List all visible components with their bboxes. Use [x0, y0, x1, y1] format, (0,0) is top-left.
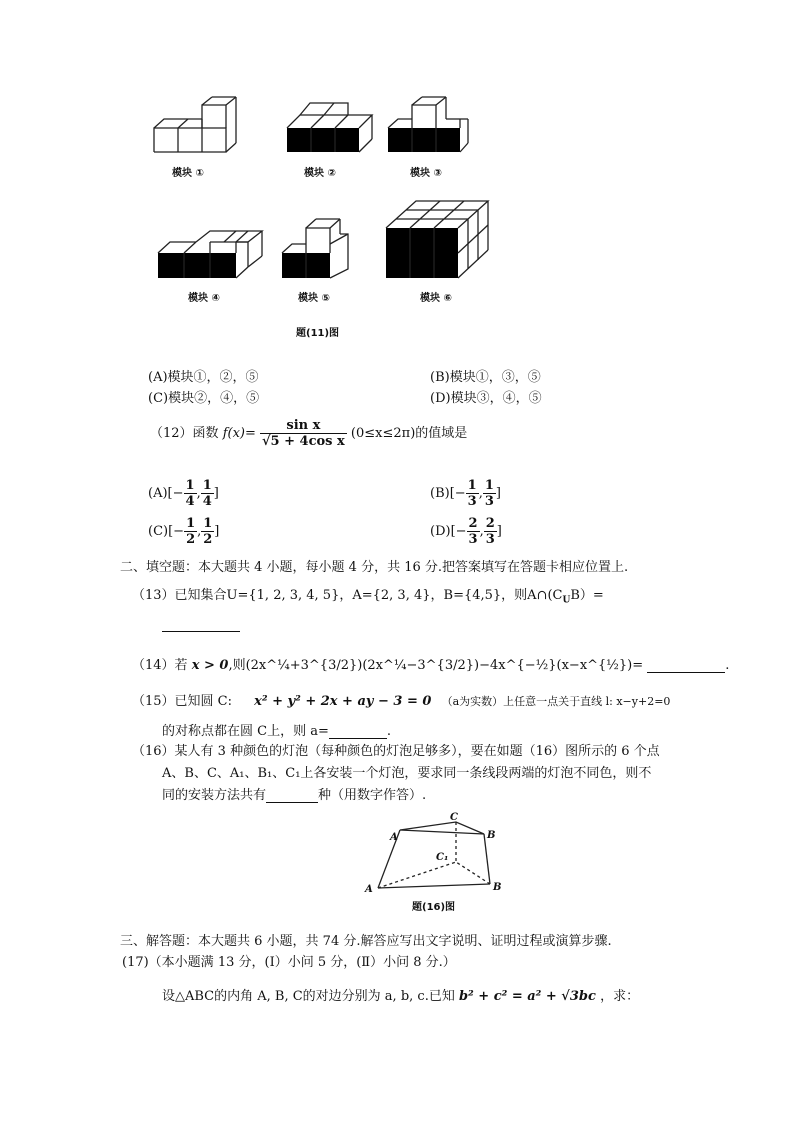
module-1-label: 模块 ①: [172, 168, 204, 179]
section-2-heading: 二、填空题：本大题共 4 小题，每小题 4 分，共 16 分.把答案填写在答题卡相应位置上.: [120, 560, 629, 575]
module-4-label: 模块 ④: [188, 293, 220, 304]
fig16-label-a1: A: [365, 884, 373, 895]
q17-body: 设△ABC的内角 A, B, C的对边分别为 a, b, c.已知 b² + c² = a² + √3bc ，求：: [162, 989, 640, 1004]
q11-option-d: (D)模块③，④，⑤: [430, 391, 542, 406]
figure-11-blocks: [140, 95, 520, 310]
edge-a1-b1: [378, 884, 490, 888]
q13: （13）已知集合U={1, 2, 3, 4, 5}，A={2, 3, 4}，B={4,5}，则$A\cap(C_UB)=$: [132, 588, 604, 606]
edge-a1-c1: [378, 862, 456, 888]
module-5-drawing: [282, 219, 348, 278]
module-4-drawing: [158, 231, 262, 278]
q11-option-a: (A)模块①，②，⑤: [148, 370, 259, 385]
q12-option-c: (C)[− $\frac{1}{2}$ , $\frac{1}{2}$ ]: [148, 516, 220, 547]
fig16-label-a: A: [390, 832, 398, 843]
q12-option-b: (B)[− $\frac{1}{3}$ , $\frac{1}{3}$ ]: [430, 478, 501, 509]
q12-option-d: (D)[− $\frac{2}{3}$ , $\frac{2}{3}$ ]: [430, 516, 502, 547]
q16-answer-blank[interactable]: [266, 788, 318, 803]
q12-option-a: (A)[− $\frac{1}{4}$ , $\frac{1}{4}$ ]: [148, 478, 219, 509]
module-2-label: 模块 ②: [304, 168, 336, 179]
module-3-drawing: [388, 97, 468, 152]
figure-16-caption: 题(16)图: [412, 902, 456, 913]
fig16-label-b1: B: [493, 882, 502, 893]
q17-heading: (17)（本小题满 13 分，(Ⅰ）小问 5 分，(Ⅱ）小问 8 分.）: [122, 955, 456, 970]
q14-answer-blank[interactable]: [647, 658, 725, 673]
edge-b-b1: [484, 834, 490, 884]
module-2-drawing: [287, 103, 372, 152]
q15-line-1: （15）已知圆 C: x² + y² + 2x + ay − 3 = 0 （a为实数）上任意一点关于直线 l: x−y+2=0: [132, 694, 671, 709]
q11-option-c: (C)模块②，④，⑤: [148, 391, 260, 406]
q11-option-b: (B)模块①，③，⑤: [430, 370, 541, 385]
q15-answer-blank[interactable]: [329, 724, 387, 739]
figure-11-caption: 题(11)图: [296, 328, 340, 339]
top-triangle: [400, 822, 484, 834]
fig16-label-b: B: [487, 830, 496, 841]
q14: （14）若 x > 0,则(2x^¼+3^{3/2})(2x^¼−3^{3/2})−4x^{−½}(x−x^{½})= .: [132, 658, 730, 673]
q12-fraction: $\frac{\text{sin x}}{\text{√5 + 4cos x}}$: [262, 418, 345, 449]
q15-line-2: 的对称点都在圆 C上，则 a= .: [162, 724, 391, 739]
module-1-drawing: [154, 97, 236, 152]
q12-stem: （12）函数 f(x)= $\frac{\text{sin x}}{\text{√5 + 4cos x}}$ (0≤x≤2π)的值域是: [150, 418, 468, 449]
q13-answer-blank[interactable]: [162, 616, 240, 632]
module-6-drawing: [386, 201, 488, 278]
module-6-label: 模块 ⑥: [420, 293, 452, 304]
fig16-label-c1: C₁: [436, 852, 449, 863]
module-5-label: 模块 ⑤: [298, 293, 330, 304]
q16-line-2: A、B、C、A₁、B₁、C₁上各安装一个灯泡，要求同一条线段两端的灯泡不同色，则不: [162, 766, 652, 781]
section-3-heading: 三、解答题：本大题共 6 小题，共 74 分.解答应写出文字说明、证明过程或演算步骤.: [120, 934, 612, 949]
q16-line-1: （16）某人有 3 种颜色的灯泡（每种颜色的灯泡足够多），要在如题（16）图所示的 6 个点: [132, 744, 660, 759]
edge-b1-c1: [456, 862, 490, 884]
fig16-label-c: C: [450, 812, 458, 823]
module-3-label: 模块 ③: [410, 168, 442, 179]
q16-line-3: 同的安装方法共有 种（用数字作答）.: [162, 788, 427, 803]
